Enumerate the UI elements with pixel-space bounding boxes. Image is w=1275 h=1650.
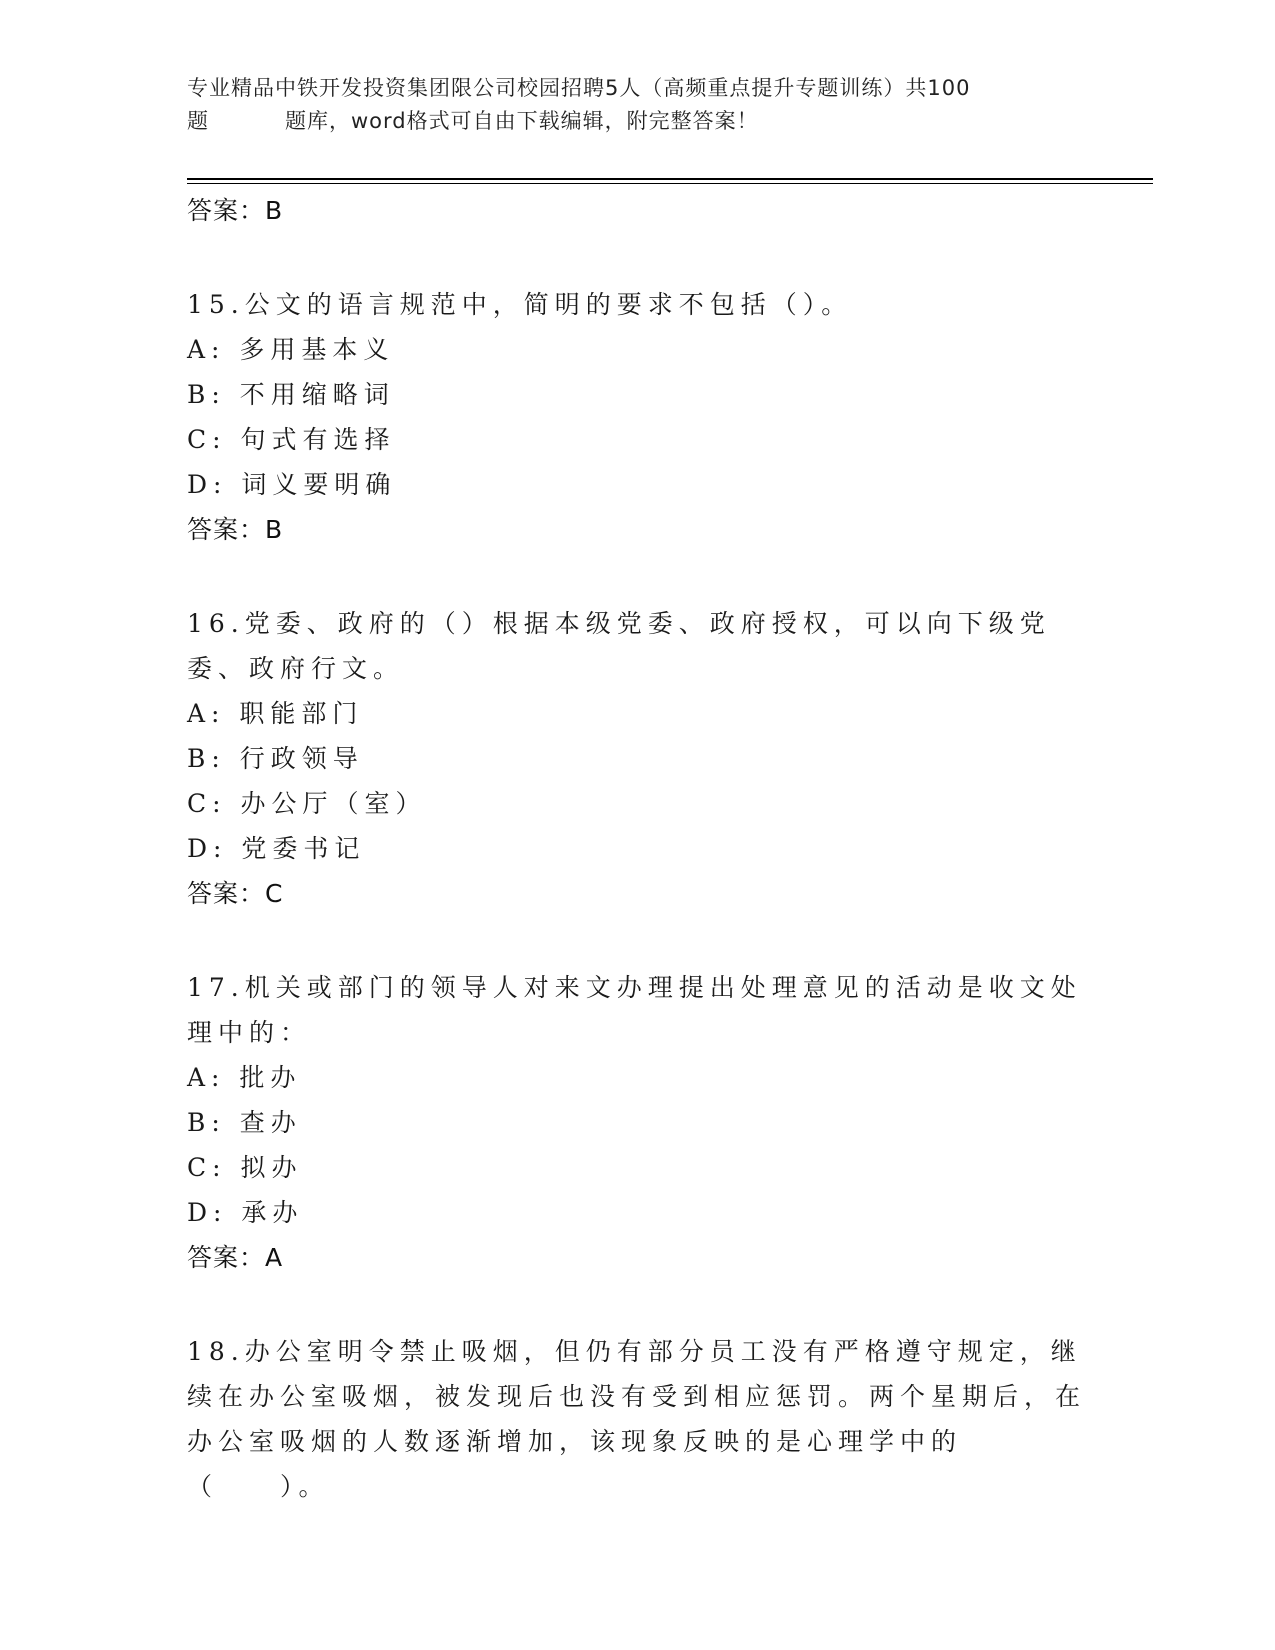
question-text: 16.党委、政府的（）根据本级党委、政府授权，可以向下级党委、政府行文。 [187, 609, 1051, 683]
option-d: D: 承办 [187, 1198, 304, 1227]
option-b: B: 不用缩略词 [187, 380, 395, 409]
header-line-2-start: 题 [187, 109, 209, 133]
option-c: C: 拟办 [187, 1153, 303, 1182]
question-block [187, 601, 1087, 915]
option-a: A: 多用基本义 [187, 335, 395, 364]
question-block [187, 1329, 1087, 1509]
option-c: C: 句式有选择 [187, 425, 396, 454]
question-block [187, 282, 1087, 551]
header-line-2 [187, 105, 1087, 138]
header-line-2-rest: 题库，word格式可自由下载编辑，附完整答案！ [285, 109, 759, 133]
header-divider-thin [187, 183, 1153, 184]
option-a: A: 批办 [187, 1063, 302, 1092]
question-text: 18.办公室明令禁止吸烟，但仍有部分员工没有严格遵守规定，继续在办公室吸烟，被发现后也没有受到相应惩罚。两个星期后，在办公室吸烟的人数逐渐增加，该现象反映的是心理学中的（ ）。 [187, 1337, 1087, 1501]
question-text: 17.机关或部门的领导人对来文办理提出处理意见的活动是收文处理中的： [187, 973, 1082, 1047]
document-header [187, 72, 1087, 138]
document-body [187, 190, 1087, 1509]
answer-line: 答案：A [187, 1243, 284, 1272]
option-d: D: 词义要明确 [187, 470, 397, 499]
question-text: 15.公文的语言规范中，简明的要求不包括（）。 [187, 290, 853, 319]
header-line-1: 专业精品中铁开发投资集团限公司校园招聘5人（高频重点提升专题训练）共100 [187, 76, 971, 100]
option-d: D: 党委书记 [187, 834, 366, 863]
option-a: A: 职能部门 [187, 699, 364, 728]
answer-line: 答案：B [187, 515, 284, 544]
question-block [187, 965, 1087, 1279]
header-divider-thick [187, 178, 1153, 180]
option-b: B: 行政领导 [187, 744, 364, 773]
option-b: B: 查办 [187, 1108, 302, 1137]
answer-line: 答案：C [187, 879, 284, 908]
answer-line: 答案：B [187, 196, 284, 225]
option-c: C: 办公厅（室） [187, 789, 427, 818]
